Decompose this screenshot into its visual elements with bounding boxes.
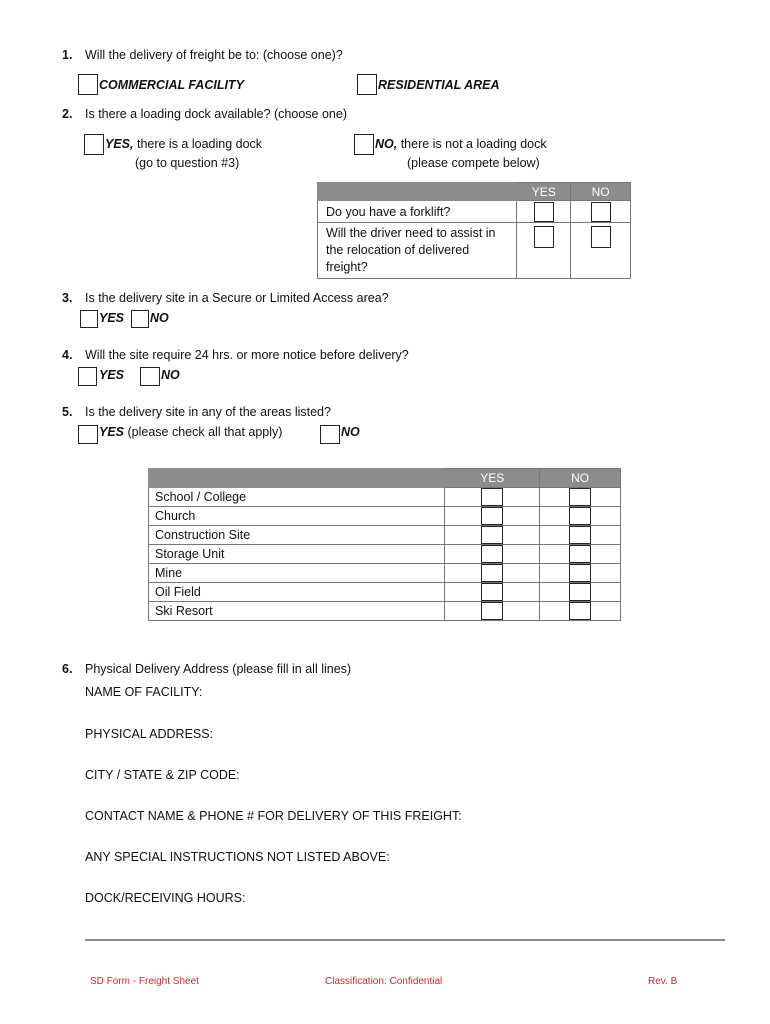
footer-classification: Classification: Confidential bbox=[325, 976, 443, 987]
q2-row-label: Will the driver need to assist in the relocation of delivered freight? bbox=[318, 223, 517, 279]
q6-number: 6. bbox=[62, 662, 73, 676]
q1-commercial-label: COMMERCIAL FACILITY bbox=[99, 78, 244, 92]
q2-no-bold: NO, bbox=[375, 137, 398, 151]
q5-row-yes-cell bbox=[445, 564, 540, 583]
footer-divider bbox=[85, 939, 725, 941]
table-row bbox=[149, 545, 621, 564]
table-row bbox=[149, 602, 621, 621]
city-state-zip-label: CITY / STATE & ZIP CODE: bbox=[85, 768, 240, 782]
q2-assist-yes-checkbox[interactable] bbox=[534, 226, 554, 248]
q3-yes-label: YES bbox=[99, 311, 125, 325]
q2-yes-label bbox=[105, 137, 262, 151]
q5-row-label: Oil Field bbox=[149, 583, 445, 602]
q6-text: Physical Delivery Address (please fill in all lines) bbox=[85, 662, 352, 676]
q2-yes-note: (go to question #3) bbox=[135, 156, 240, 170]
q5-row-yes-cell bbox=[445, 602, 540, 621]
q2-row-yes-cell bbox=[517, 223, 571, 279]
q5-row-no-cell bbox=[540, 488, 621, 507]
dock-hours-label: DOCK/RECEIVING HOURS: bbox=[85, 891, 246, 905]
q5-row-yes-cell bbox=[445, 545, 540, 564]
q5-row-yes-cell bbox=[445, 507, 540, 526]
q3-no-label: NO bbox=[150, 311, 169, 325]
q5-row-no-checkbox[interactable] bbox=[569, 545, 591, 563]
table-row bbox=[318, 223, 631, 279]
q4-yes-label: YES bbox=[99, 368, 125, 382]
table-row bbox=[149, 507, 621, 526]
footer-revision: Rev. B bbox=[648, 976, 678, 987]
q2-assist-no-checkbox[interactable] bbox=[591, 226, 611, 248]
q2-yes-checkbox[interactable] bbox=[84, 134, 104, 155]
q4-no-label: NO bbox=[161, 368, 180, 382]
q5-no-label: NO bbox=[341, 425, 360, 439]
q5-row-no-checkbox[interactable] bbox=[569, 583, 591, 601]
q2-forklift-no-checkbox[interactable] bbox=[591, 202, 611, 222]
q5-row-yes-checkbox[interactable] bbox=[481, 602, 503, 620]
q5-row-yes-checkbox[interactable] bbox=[481, 507, 503, 525]
q5-row-label: Storage Unit bbox=[149, 545, 445, 564]
q5-number: 5. bbox=[62, 405, 73, 419]
q1-residential-checkbox[interactable] bbox=[357, 74, 377, 95]
q5-row-no-checkbox[interactable] bbox=[569, 526, 591, 544]
q5-row-no-checkbox[interactable] bbox=[569, 488, 591, 506]
q2-table-header-no: NO bbox=[571, 183, 631, 201]
special-instructions-label: ANY SPECIAL INSTRUCTIONS NOT LISTED ABOVE: bbox=[85, 850, 390, 864]
q2-row-no-cell bbox=[571, 223, 631, 279]
q5-row-no-checkbox[interactable] bbox=[569, 602, 591, 620]
q1-commercial-checkbox[interactable] bbox=[78, 74, 98, 95]
q2-row-no-cell bbox=[571, 201, 631, 223]
q2-table bbox=[317, 182, 631, 279]
table-row bbox=[149, 488, 621, 507]
q1-number: 1. bbox=[62, 48, 73, 62]
q4-no-checkbox[interactable] bbox=[140, 367, 160, 386]
q5-row-yes-checkbox[interactable] bbox=[481, 526, 503, 544]
facility-name-label: NAME OF FACILITY: bbox=[85, 685, 203, 699]
q5-row-label: Mine bbox=[149, 564, 445, 583]
q5-yes-bold: YES bbox=[99, 425, 125, 439]
q4-yes-checkbox[interactable] bbox=[78, 367, 97, 386]
q3-number: 3. bbox=[62, 291, 73, 305]
q5-row-no-checkbox[interactable] bbox=[569, 564, 591, 582]
q4-text: Will the site require 24 hrs. or more notice before delivery? bbox=[85, 348, 409, 362]
q5-row-no-cell bbox=[540, 583, 621, 602]
q4-number: 4. bbox=[62, 348, 73, 362]
q2-table-header-blank bbox=[318, 183, 517, 201]
q5-row-yes-cell bbox=[445, 583, 540, 602]
q5-text: Is the delivery site in any of the areas listed? bbox=[85, 405, 331, 419]
q5-row-no-cell bbox=[540, 545, 621, 564]
q5-yes-note: (please check all that apply) bbox=[124, 425, 283, 439]
q2-yes-bold: YES, bbox=[105, 137, 134, 151]
table-row bbox=[149, 564, 621, 583]
q2-table-header-yes: YES bbox=[517, 183, 571, 201]
q1-text: Will the delivery of freight be to: (choose one)? bbox=[85, 48, 343, 62]
q5-row-yes-cell bbox=[445, 488, 540, 507]
table-row bbox=[149, 526, 621, 545]
q2-row-label: Do you have a forklift? bbox=[318, 201, 517, 223]
physical-address-label: PHYSICAL ADDRESS: bbox=[85, 727, 214, 741]
q5-row-yes-checkbox[interactable] bbox=[481, 545, 503, 563]
q2-no-note: (please compete below) bbox=[407, 156, 540, 170]
q5-yes-checkbox[interactable] bbox=[78, 425, 98, 444]
q5-row-label: Church bbox=[149, 507, 445, 526]
q5-row-label: School / College bbox=[149, 488, 445, 507]
q5-yes-label bbox=[99, 425, 282, 439]
table-row bbox=[318, 201, 631, 223]
q5-table-header-blank bbox=[149, 469, 445, 488]
q5-row-yes-checkbox[interactable] bbox=[481, 583, 503, 601]
q5-table-header-no: NO bbox=[540, 469, 621, 488]
q2-no-label bbox=[375, 137, 547, 151]
q5-row-label: Construction Site bbox=[149, 526, 445, 545]
q2-no-rest: there is not a loading dock bbox=[397, 137, 547, 151]
q5-table bbox=[148, 468, 621, 621]
q5-row-label: Ski Resort bbox=[149, 602, 445, 621]
table-row bbox=[149, 583, 621, 602]
q5-row-yes-checkbox[interactable] bbox=[481, 564, 503, 582]
q3-yes-checkbox[interactable] bbox=[80, 310, 98, 328]
q2-no-checkbox[interactable] bbox=[354, 134, 374, 155]
q3-text: Is the delivery site in a Secure or Limited Access area? bbox=[85, 291, 389, 305]
q5-row-no-checkbox[interactable] bbox=[569, 507, 591, 525]
q5-row-no-cell bbox=[540, 507, 621, 526]
q5-row-no-cell bbox=[540, 602, 621, 621]
q2-number: 2. bbox=[62, 107, 73, 121]
q1-residential-label: RESIDENTIAL AREA bbox=[378, 78, 500, 92]
q5-row-yes-cell bbox=[445, 526, 540, 545]
q2-yes-rest: there is a loading dock bbox=[133, 137, 263, 151]
q5-row-no-cell bbox=[540, 526, 621, 545]
q5-row-yes-checkbox[interactable] bbox=[481, 488, 503, 506]
footer-form-name: SD Form - Freight Sheet bbox=[90, 976, 199, 987]
q2-text: Is there a loading dock available? (choose one) bbox=[85, 107, 347, 121]
q5-no-checkbox[interactable] bbox=[320, 425, 340, 444]
q2-forklift-yes-checkbox[interactable] bbox=[534, 202, 554, 222]
q5-table-header-yes: YES bbox=[445, 469, 540, 488]
q5-row-no-cell bbox=[540, 564, 621, 583]
q3-no-checkbox[interactable] bbox=[131, 310, 149, 328]
contact-phone-label: CONTACT NAME & PHONE # FOR DELIVERY OF THIS FREIGHT: bbox=[85, 809, 462, 823]
q2-row-yes-cell bbox=[517, 201, 571, 223]
